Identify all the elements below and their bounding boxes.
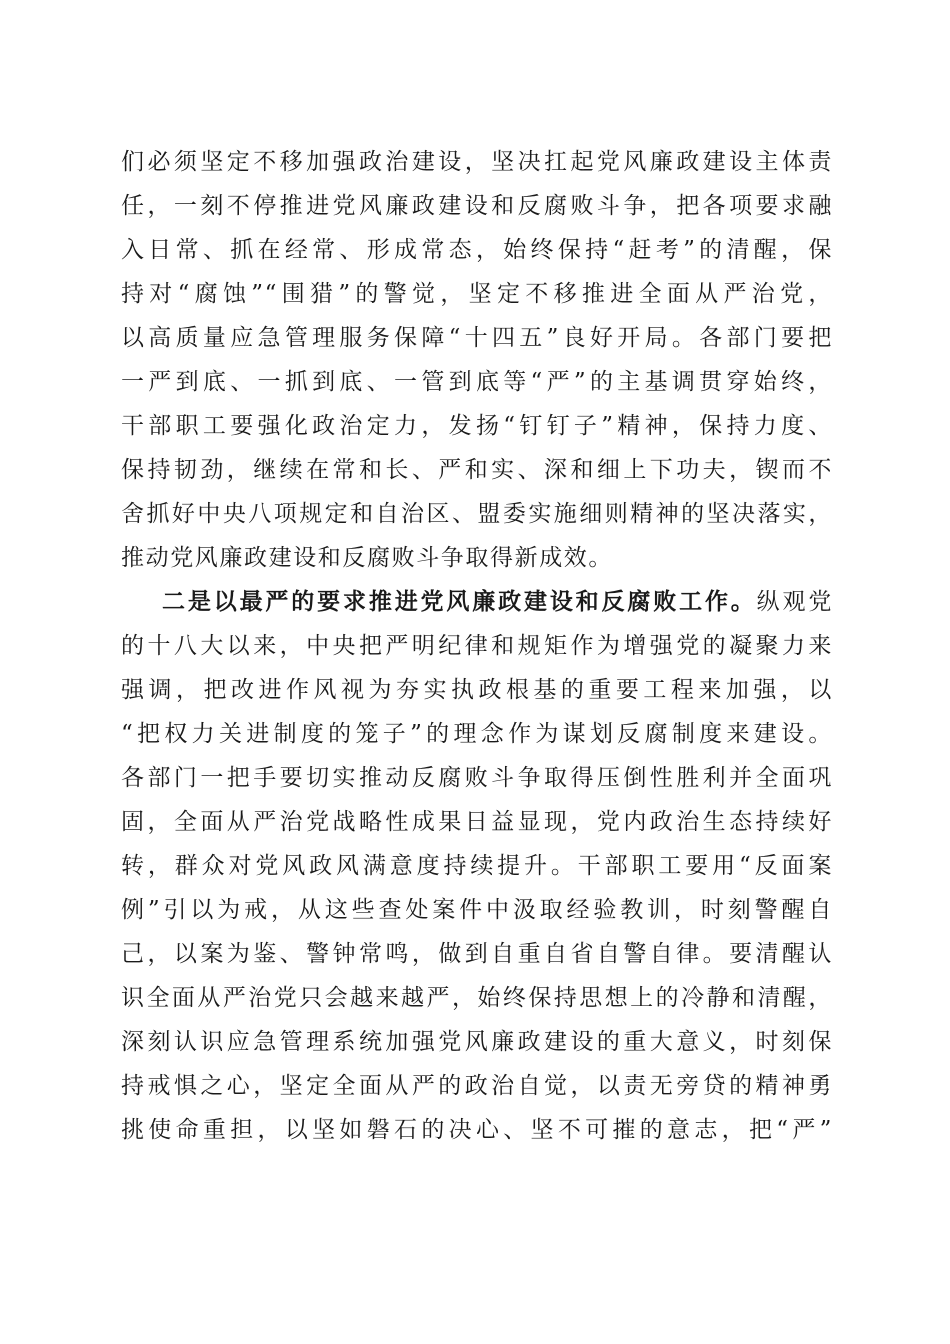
text-line: 的十八大以来，中央把严明纪律和规矩作为增强党的凝聚力来 (121, 633, 833, 659)
text-line: 持对“腐蚀”“围猎”的警觉，坚定不移推进全面从严治党， (121, 281, 833, 307)
text-line: 各部门一把手要切实推动反腐败斗争取得压倒性胜利并全面巩 (121, 765, 833, 791)
text-line: 舍抓好中央八项规定和自治区、盟委实施细则精神的坚决落实， (121, 501, 833, 527)
text-line: 己，以案为鉴、警钟常鸣，做到自重自省自警自律。要清醒认 (121, 941, 833, 967)
text-line: “把权力关进制度的笼子”的理念作为谋划反腐制度来建设。 (121, 721, 833, 747)
text-line: 强调，把改进作风视为夯实执政根基的重要工程来加强，以 (121, 677, 833, 703)
paragraph-heading: 二是以最严的要求推进党风廉政建设和反腐败工作。 (162, 588, 757, 615)
text-line: 一严到底、一抓到底、一管到底等“严”的主基调贯穿始终， (121, 369, 833, 395)
text-line: 固，全面从严治党战略性成果日益显现，党内政治生态持续好 (121, 809, 833, 835)
text-line: 保持韧劲，继续在常和长、严和实、深和细上下功夫，锲而不 (121, 457, 833, 483)
text-line: 转，群众对党风政风满意度持续提升。干部职工要用“反面案 (121, 853, 833, 879)
text-line: 例”引以为戒，从这些查处案件中汲取经验教训，时刻警醒自 (121, 897, 833, 923)
text-line: 干部职工要强化政治定力，发扬“钉钉子”精神，保持力度、 (121, 413, 833, 439)
text-line: 识全面从严治党只会越来越严，始终保持思想上的冷静和清醒， (121, 985, 833, 1011)
text-line: 们必须坚定不移加强政治建设，坚决扛起党风廉政建设主体责 (121, 149, 833, 175)
text-line: 持戒惧之心，坚定全面从严的政治自觉，以责无旁贷的精神勇 (121, 1073, 833, 1099)
text-line: 入日常、抓在经常、形成常态，始终保持“赶考”的清醒，保 (121, 237, 833, 263)
document-body (121, 140, 833, 1152)
text-line: 推动党风廉政建设和反腐败斗争取得新成效。 (121, 545, 613, 571)
text-line: 任，一刻不停推进党风廉政建设和反腐败斗争，把各项要求融 (121, 193, 833, 219)
text-line: 以高质量应急管理服务保障“十四五”良好开局。各部门要把 (121, 325, 833, 351)
paragraph-2-first-line (121, 580, 833, 624)
paragraph-1 (121, 140, 833, 580)
paragraph-2 (121, 580, 833, 1152)
text-line: 挑使命重担，以坚如磐石的决心、坚不可摧的意志，把“严” (121, 1117, 833, 1143)
text-line: 深刻认识应急管理系统加强党风廉政建设的重大意义，时刻保 (121, 1029, 833, 1055)
text-run: 纵观党 (756, 589, 833, 615)
